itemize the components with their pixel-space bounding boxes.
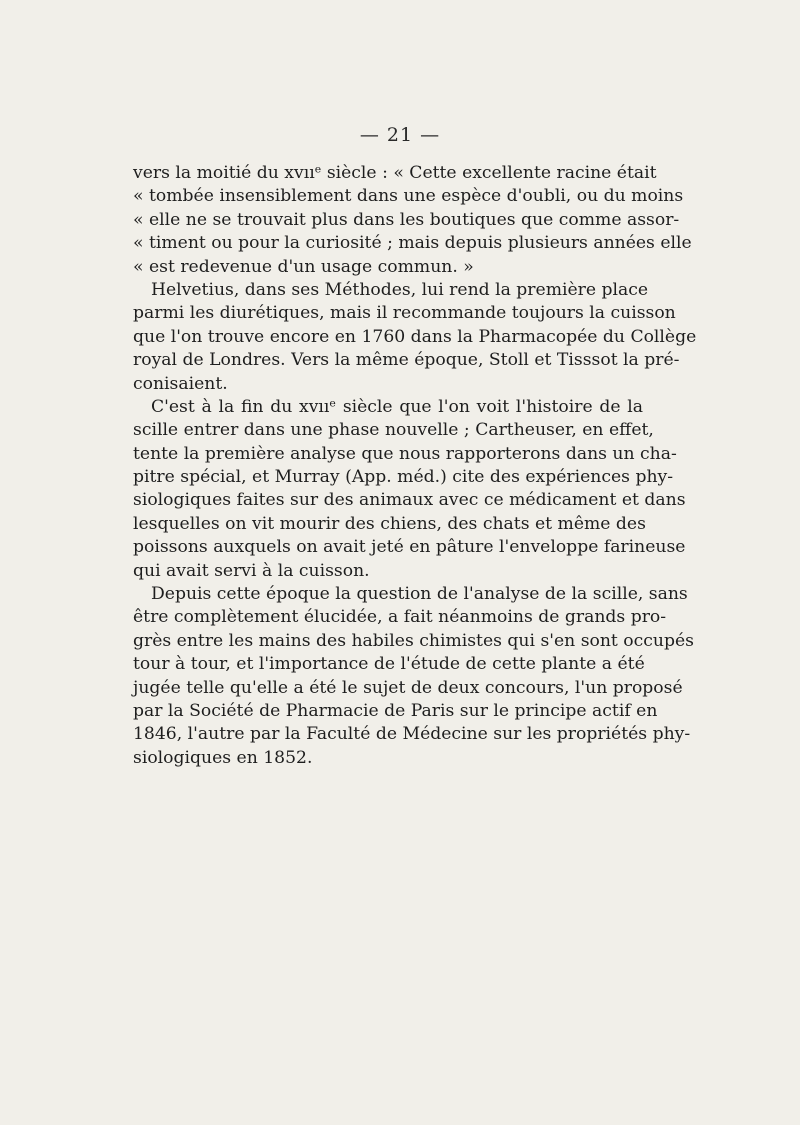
text-line: que l'on trouve encore en 1760 dans la Pharmacopée du Collège xyxy=(133,326,697,347)
text-line: grès entre les mains des habiles chimistes qui s'en sont occupés xyxy=(133,630,694,651)
text-line: conisaient. xyxy=(133,373,228,394)
text-line: Helvetius, dans ses Méthodes, lui rend la première place xyxy=(151,279,649,300)
text-line: être complètement élucidée, a fait néanmoins de grands pro- xyxy=(133,607,667,628)
page-number: — 21 — xyxy=(359,124,441,146)
body-text xyxy=(133,162,697,770)
paragraph-1 xyxy=(133,162,692,279)
text-line: siologiques en 1852. xyxy=(133,747,313,768)
text-line: « est redevenue d'un usage commun. » xyxy=(133,256,474,277)
text-line: royal de Londres. Vers la même époque, Stoll et Tisssot la pré- xyxy=(133,350,680,371)
text-line: qui avait servi à la cuisson. xyxy=(133,560,370,581)
text-line: « elle ne se trouvait plus dans les boutiques que comme assor- xyxy=(133,209,680,230)
text-line: par la Société de Pharmacie de Paris sur le principe actif en xyxy=(133,700,658,721)
text-line: tente la première analyse que nous rapporterons dans un cha- xyxy=(133,443,677,464)
text-line: parmi les diurétiques, mais il recommande toujours la cuisson xyxy=(133,303,676,324)
text-line: « timent ou pour la curiosité ; mais depuis plusieurs années elle xyxy=(133,233,692,254)
text-line: siologiques faites sur des animaux avec ce médicament et dans xyxy=(133,490,686,511)
text-line: Depuis cette époque la question de l'analyse de la scille, sans xyxy=(151,584,688,605)
paragraph-2 xyxy=(133,279,697,396)
text-line: vers la moitié du xvııᵉ siècle : « Cette excellente racine était xyxy=(133,163,657,183)
text-line: pitre spécial, et Murray (App. méd.) cite des expériences phy- xyxy=(133,467,674,488)
text-line: C'est à la fin du xvııᵉ siècle que l'on voit l'histoire de la xyxy=(151,396,643,417)
paragraph-3 xyxy=(133,396,686,583)
text-line: 1846, l'autre par la Faculté de Médecine sur les propriétés phy- xyxy=(133,724,691,745)
text-line: tour à tour, et l'importance de l'étude de cette plante a été xyxy=(133,654,645,675)
text-line: poissons auxquels on avait jeté en pâture l'enveloppe farineuse xyxy=(133,537,686,558)
paragraph-4 xyxy=(133,583,694,770)
text-line: lesquelles on vit mourir des chiens, des chats et même des xyxy=(133,513,646,534)
text-line: « tombée insensiblement dans une espèce d'oubli, ou du moins xyxy=(133,186,684,207)
text-line: scille entrer dans une phase nouvelle ; Cartheuser, en effet, xyxy=(133,420,654,441)
text-line: jugée telle qu'elle a été le sujet de deux concours, l'un proposé xyxy=(133,677,683,698)
